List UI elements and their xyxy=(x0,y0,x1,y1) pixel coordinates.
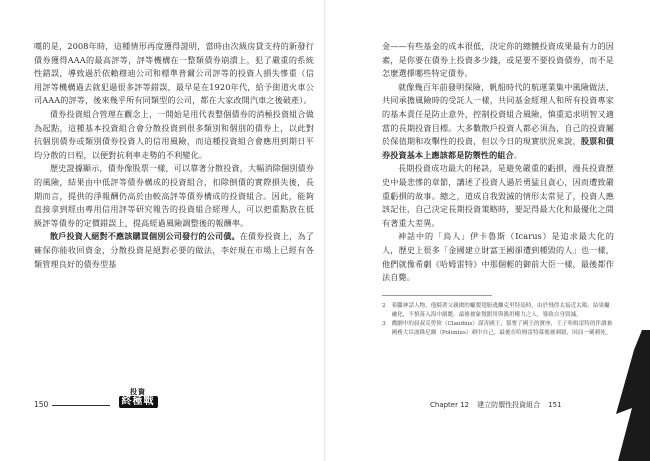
footnote-number: 3 xyxy=(382,320,386,327)
right-footer xyxy=(430,400,610,410)
logo-line-2: 終極戰 xyxy=(119,396,158,408)
paragraph xyxy=(382,81,614,163)
lightning-bolt-graphic xyxy=(612,330,650,461)
page-number-right: 151 xyxy=(548,401,562,409)
paragraph-text: 散戶投資人絕對不應該購買個別公司發行的公司債。 xyxy=(50,231,240,242)
left-page xyxy=(34,40,314,271)
footnote xyxy=(382,302,614,320)
logo-line-1: 投資 xyxy=(130,388,146,396)
paragraph-text: 金——有些基金的成本很低，決定你的總體投資成果最有力的因素，是你要在債券上投資多少錢，或是要不要投資債券，而不是怎麼選擇哪些特定債券。 xyxy=(382,41,614,79)
page-number-left: 150 xyxy=(34,400,49,409)
footnote xyxy=(382,320,614,338)
paragraph-text: 就像幾百年前發明保險，帆船時代的航運業集中風險做法、共同承擔風險時的受託人一樣，共同基金經理人和所有投資專家的基本責任是防止意外，控制投資組合風險，慎重追求明智又適當的長期投資目標。大多數散戶投資人都必須為，自己的投資屬於保值期和攻擊性的投資，但以今日的現實狀況來說， xyxy=(382,81,614,147)
footnote-number: 2 xyxy=(382,302,386,309)
paragraph-text: 嘆的是，2008年時，這種情形再度獲得證明，當時由次級房貸支持的新發行債券獲得AAA的最高評等，評等機構在一整類債券崩潰上，犯了嚴重的系統性錯誤，導致過於依賴穆迪公司和標準普爾公司評等的投資人損失慘重（信用評等機構過去就犯過很多評等錯誤，最早是在1920年代，給予街道火車公司AAA的評等，後來幾乎所有同類型的公司，都在大家改開汽車之後破產）。 xyxy=(34,41,314,106)
paragraph-bold-text: 股票和債券投資基本上應該都是防禦性的組合 xyxy=(382,136,614,160)
footnote-rule xyxy=(382,295,492,296)
chapter-title: 建立防禦性投資組合 xyxy=(477,401,541,409)
paragraph-text: 神話中的「鳥人」伊卡魯斯（Icarus）是追求最大化的人，歷史上很多「金國建立財富王國卻遭到種毀的人」也一樣，他們就像希劇《哈姆雷特》中那個輕的御前大臣一樣，最後都作法自斃。 xyxy=(382,231,614,283)
paragraph-text: 債券投資組合管理在觀念上，一開始是用代表整個債券的消極投資組合做為起點，這種基本投資組合會分散投資到很多類別和個別的債券上，以此對抗個別債券或類別債券投資人的信用風險，而這種投資組合會應用到期日平均分散的日程，以便對抗利率走勢的不利變化。 xyxy=(34,108,314,160)
left-footer xyxy=(34,388,304,416)
footnote-text: 戲劇中的叔叔克勞狄（Claudius）謀害國王，篡奪了國王的寶座，王子哈姆雷特的伴讀兼國務大臣波隆尼爾（Polonius）刺中自己，最後在哈姆雷特幕後被刺殺，因而一劍刺死。 xyxy=(391,320,613,336)
paragraph xyxy=(34,162,314,230)
paragraph-tail-text: 在債券投資上，為了確保你能收回資金，分散投資是絕對必要的做法，李好現在市場上已經有各類管理良好的債券型基 xyxy=(34,231,314,269)
gutter-shadow xyxy=(324,0,326,461)
paragraph-tail-text: 。 xyxy=(513,149,523,160)
footnote-text: 希臘神話人物，他騎著父親做的蠟製翅膀逃離克里特島時，由於飛得太接近太陽，結果蠟融化，不慎落入海中溺斃。最後被象徵錯用與濫用權力之人，導致自身毀滅。 xyxy=(391,302,610,318)
paragraph-text: 歷史證據顯示，債券像股票一樣，可以靠著分散投資，大幅消除個別債券的風險，結果由中低評等債券構成的投資組合，扣除倒債的實際損失後，長期而言，提供的淨報酬仍高於由較高評等債券構成的投資組合。因此，能夠直接拿到經由專用信用評等研究報告的投資組合經理人，可以把重點放在低級評等債券的定價錯誤上，提高經過風險調整後的報酬率。 xyxy=(34,163,314,228)
book-logo xyxy=(118,388,158,416)
chapter-label: Chapter 12 xyxy=(430,401,470,409)
paragraph-text: 長期投資成功最大的秘訣，是避免嚴重的虧損，漫長投資歷史中最悲慘的章節，講述了投資人過於勇猛且貪心，因而遭致嚴重虧損的故事。總之，道成自我毀滅的情形太常見了，投資人應該記住，自己決定長期投資策略時，要記得最大化和最優化之間有著重大差異。 xyxy=(382,163,614,228)
paragraph xyxy=(382,162,614,230)
paragraph xyxy=(382,40,614,81)
footer-rule xyxy=(52,405,110,406)
paragraph xyxy=(34,108,314,162)
paragraph xyxy=(382,230,614,284)
paragraph xyxy=(34,40,314,108)
paragraph xyxy=(34,230,314,271)
right-page xyxy=(382,40,614,338)
